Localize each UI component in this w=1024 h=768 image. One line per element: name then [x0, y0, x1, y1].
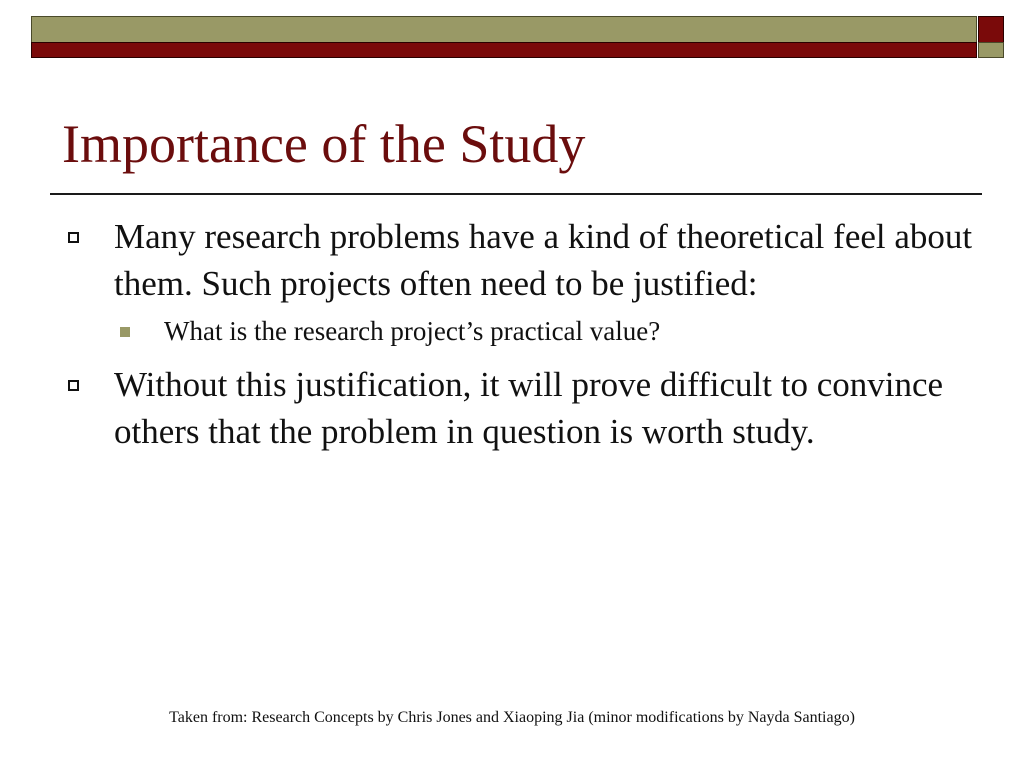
hollow-square-bullet-icon: [68, 232, 79, 243]
bullet-text-1: Many research problems have a kind of theoretical feel about them. Such projects often need to be justified:: [114, 217, 973, 303]
header-corner-maroon-square: [978, 16, 1004, 43]
filled-square-bullet-icon: [120, 327, 130, 337]
sub-bullet-text-1: What is the research project’s practical value?: [164, 316, 661, 346]
bullet-list: [60, 213, 980, 455]
header-corner-olive-square: [978, 42, 1004, 58]
slide-title: Importance of the Study: [62, 114, 586, 174]
header-olive-bar: [31, 16, 977, 43]
source-citation: Taken from: Research Concepts by Chris Jones and Xiaoping Jia (minor modifications by Nayda Santiago): [169, 709, 855, 726]
bullet-item-2: [60, 361, 980, 455]
sub-bullet-list: [114, 313, 980, 349]
sub-bullet-item-1: [114, 313, 980, 349]
bullet-text-2: Without this justification, it will prove difficult to convince others that the problem in question is worth study.: [114, 365, 944, 451]
hollow-square-bullet-icon: [68, 380, 79, 391]
title-divider: [50, 193, 982, 195]
header-maroon-bar: [31, 42, 977, 58]
bullet-item-1: [60, 213, 980, 349]
